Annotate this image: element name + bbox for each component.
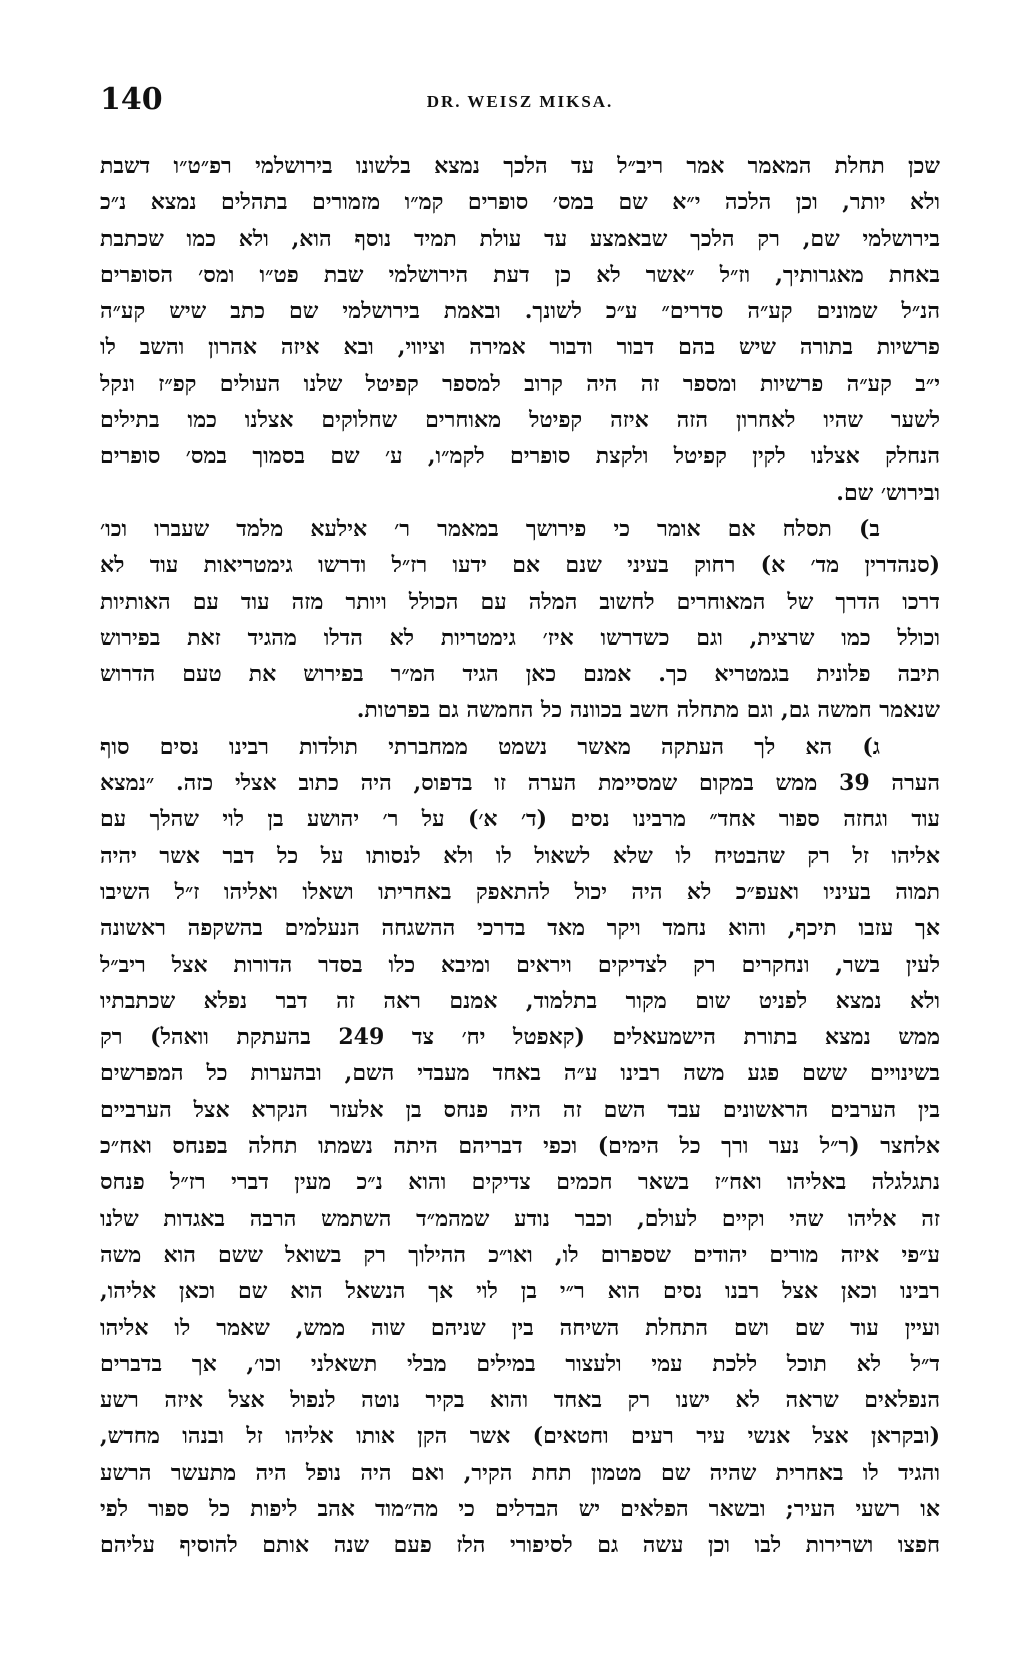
page-number: 140 [100,82,163,117]
text-line: והגיד לו באחרית שהיה שם מטמון תחת הקיר, ואם היה נופל היה מתעשר הרשע [100,1459,940,1486]
text-line: בין הערבים הראשונים עבד השם זה היה פנחס בן אלעזר הנקרא אצל הערביים [100,1096,940,1123]
text-line: נתגלגלה באליהו ואח״ז בשאר חכמים צדיקים והוא נ״כ מעין דברי רז״ל פנחס [100,1169,940,1196]
text-line: הנפלאים שראה לא ישנו רק באחד והוא בקיר נוטה לנפול אצל איזה רשע [100,1387,940,1414]
text-line: ולא יותר, וכן הלכה י״א שם במס׳ סופרים קמ״ו מזמורים בתהלים נמצא נ״כ [100,189,940,216]
text-line: זה אליהו שהי וקיים לעולם, וכבר נודע שמהמ״ד השתמש הרבה באגדות שלנו [100,1205,940,1232]
text-line: הערה 39 ממש במקום שמסיימת הערה זו בדפוס, היה כתוב אצלי כזה. ״נמצא [100,770,940,797]
text-line: (סנהדרין מד׳ א) רחוק בעיני שנם אם ידעו רז״ל ודרשו גימטריאות עוד לא [100,552,940,579]
text-line: או רשעי העיר; ובשאר הפלאים יש הבדלים כי מה״מוד אהב ליפות כל ספור לפי [100,1495,940,1522]
text-line: הנ״ל שמונים קע״ה סדרים״ ע״כ לשונך. ובאמת בירושלמי שם כתב שיש קע״ה [100,298,940,325]
text-line: י״ב קע״ה פרשיות ומספר זה היה קרוב למספר קפיטל שלנו העולים קפ״ז ונקל [100,370,940,397]
page-header [100,82,940,122]
text-line: הנחלק אצלנו לקין קפיטל ולקצת סופרים לקמ״ו, ע׳ שם בסמוך במס׳ סופרים [100,443,940,470]
text-line: חפצו ושרירות לבו וכן עשה גם לסיפורי הלז פעם שנה אותם להוסיף עליהם [100,1532,940,1559]
text-line: בירושלמי שם, רק הלכך שבאמצע עד עולת תמיד נוסף הוא, ולא כמו שכתבת [100,225,940,252]
text-line: ולא נמצא לפניט שום מקור בתלמוד, אמנם ראה זה דבר נפלא שכתבתיו [100,987,940,1014]
text-line: וכולל כמו שרצית, וגם כשדרשו איז׳ גימטריות לא הדלו מהגיד זאת בפירוש [100,624,940,651]
text-line: אלחצר (ר״ל נער ורך כל הימים) וכפי דבריהם היתה נשמתו תחלה בפנחס ואח״כ [100,1133,940,1160]
text-line: לשער שהיו לאחרון הזה איזה קפיטל מאוחרים שחלוקים אצלנו כמו בתילים [100,407,940,434]
text-line: לעין בשר, ונחקרים רק לצדיקים ויראים ומיבא כלו בסדר הדורות אצל ריב״ל [100,951,940,978]
text-line: תמוה בעיניו ואעפ״כ לא היה יכול להתאפק באחריתו ושאלו ואליהו ז״ל השיבו [100,878,940,905]
text-line: פרשיות בתורה שיש בהם דבור ודבור אמירה וציווי, ובא איזה אהרון והשב לו [100,334,940,361]
text-line: דרכו הדרך של המאוחרים לחשוב המלה עם הכולל ויותר מזה עוד עם האותיות [100,588,940,615]
text-line: שכן תחלת המאמר אמר ריב״ל עד הלכך נמצא בלשונו בירושלמי רפ״ט״ו דשבת [100,153,940,179]
text-line: ועיין עוד שם ושם התחלת השיחה בין שניהם שוה ממש, שאמר לו אליהו [100,1314,940,1341]
text-line: בשינויים ששם פגע משה רבינו ע״ה באחד מעבדי השם, ובהערות כל המפרשים [100,1060,940,1087]
text-line: ג) הא לך העתקה מאשר נשמט ממחברתי תולדות רבינו נסים סוף [100,733,880,760]
text-line: ע״פי איזה מורים יהודים שספרום לו, ואו״כ ההילוך רק בשואל ששם הוא משה [100,1241,940,1268]
text-line: עוד וגחזה ספור אחד״ מרבינו נסים (ד׳ א׳) על ר׳ יהושע בן לוי שהלך עם [100,806,940,833]
text-line: אך עזבו תיכף, והוא נחמד ויקר מאד בדרכי ההשגחה הנעלמים בהשקפה ראשונה [100,915,940,942]
running-head: DR. WEISZ MIKSA. [426,92,614,111]
text-line: ד״ל לא תוכל ללכת עמי ולעצור במילים מבלי תשאלני וכו׳, אך בדברים [100,1350,940,1377]
body-text [100,148,940,1564]
text-line: (ובקראן אצל אנשי עיר רעים וחטאים) אשר הקן אותו אליהו זל ובנהו מחדש, [100,1423,940,1450]
text-line: שנאמר חמשה גם, וגם מתחלה חשב בכוונה כל החמשה גם בפרטות. [356,697,940,724]
text-line: ב) תסלח אם אומר כי פירושך במאמר ר׳ אילעא מלמד שעברו וכו׳ [100,515,880,542]
text-line: באחת מאגרותיך, וז״ל ״אשר לא כן דעת הירושלמי שבת פט״ו ומס׳ הסופרים [100,261,940,288]
text-line: תיבה פלונית בגמטריא כך. אמנם כאן הגיד המ״ר בפירוש את טעם הדרוש [100,661,940,688]
text-line: אליהו זל רק שהבטיח לו שלא לשאול לו ולא לנסותו על כל דבר אשר יהיה [100,842,940,869]
text-line: ובירוש׳ שם. [836,479,940,506]
text-line: ממש נמצא בתורת הישמעאלים (קאפטל יח׳ צד 249 בהעתקת וואהל) רק [100,1024,940,1051]
text-line: רבינו וכאן אצל רבנו נסים הוא ר״י בן לוי אך הנשאל הוא שם וכאן אליהו, [100,1278,940,1305]
